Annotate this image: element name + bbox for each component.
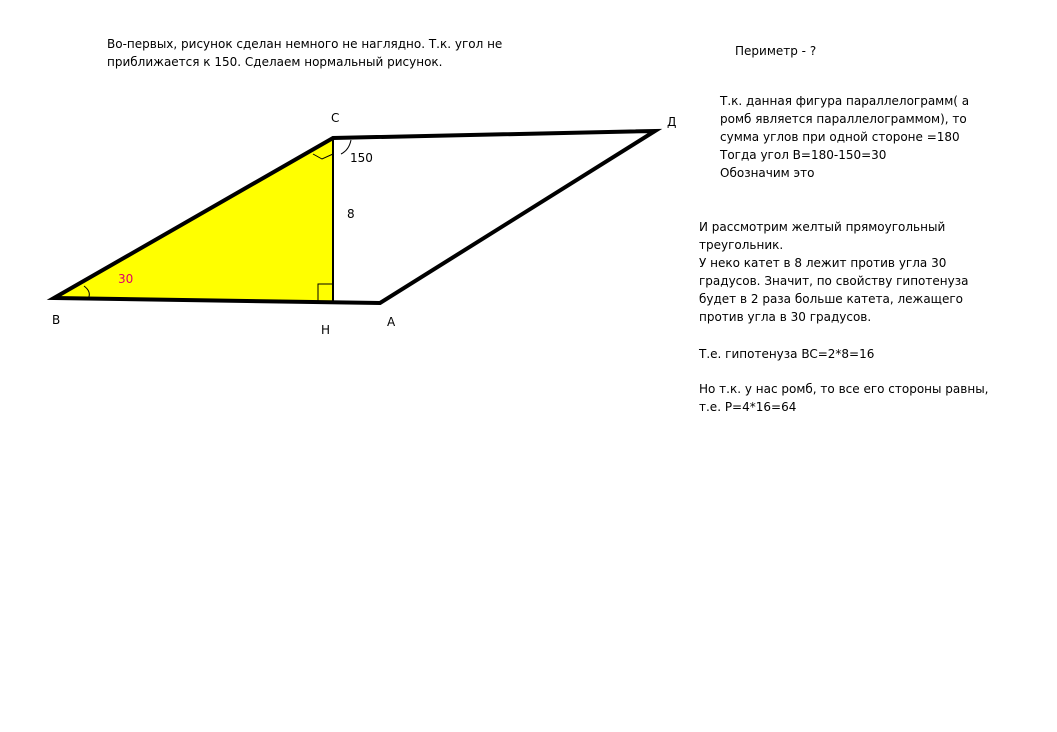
vertex-label-a: A (387, 315, 396, 329)
solution-line: Т.к. данная фигура параллелограмм( а (720, 94, 970, 108)
solution-line: Но т.к. у нас ромб, то все его стороны равны, (699, 382, 989, 396)
angle-b-label: 30 (118, 272, 134, 286)
solution-line: градусов. Значит, по свойству гипотенуза (699, 274, 969, 288)
height-label: 8 (347, 207, 355, 221)
solution-line: будет в 2 раза больше катета, лежащего (699, 292, 963, 306)
intro-line-1: Во-первых, рисунок сделан немного не наглядно. Т.к. угол не (107, 37, 503, 51)
solution-line: Обозначим это (720, 166, 815, 180)
intro-line-2: приближается к 150. Сделаем нормальный рисунок. (107, 55, 443, 69)
solution-line: ромб является параллелограммом), то (720, 112, 967, 126)
solution-line: Тогда угол B=180-150=30 (720, 148, 887, 162)
solution-line: сумма углов при одной стороне =180 (720, 130, 960, 144)
vertex-label-d: Д (667, 115, 677, 129)
solution-line: У неко катет в 8 лежит против угла 30 (699, 256, 947, 270)
solution-line: И рассмотрим желтый прямоугольный (699, 220, 946, 234)
question-text: Периметр - ? (735, 44, 817, 58)
solution-block-3: Т.е. гипотенуза BC=2*8=16 (699, 347, 875, 361)
solution-line: т.е. P=4*16=64 (699, 400, 797, 414)
vertex-label-c: C (331, 111, 340, 125)
solution-line: против угла в 30 градусов. (699, 310, 872, 324)
solution-line: треугольник. (699, 238, 784, 252)
angle-c-label: 150 (350, 151, 373, 165)
vertex-label-b: B (52, 313, 61, 327)
vertex-label-h: H (321, 323, 331, 337)
